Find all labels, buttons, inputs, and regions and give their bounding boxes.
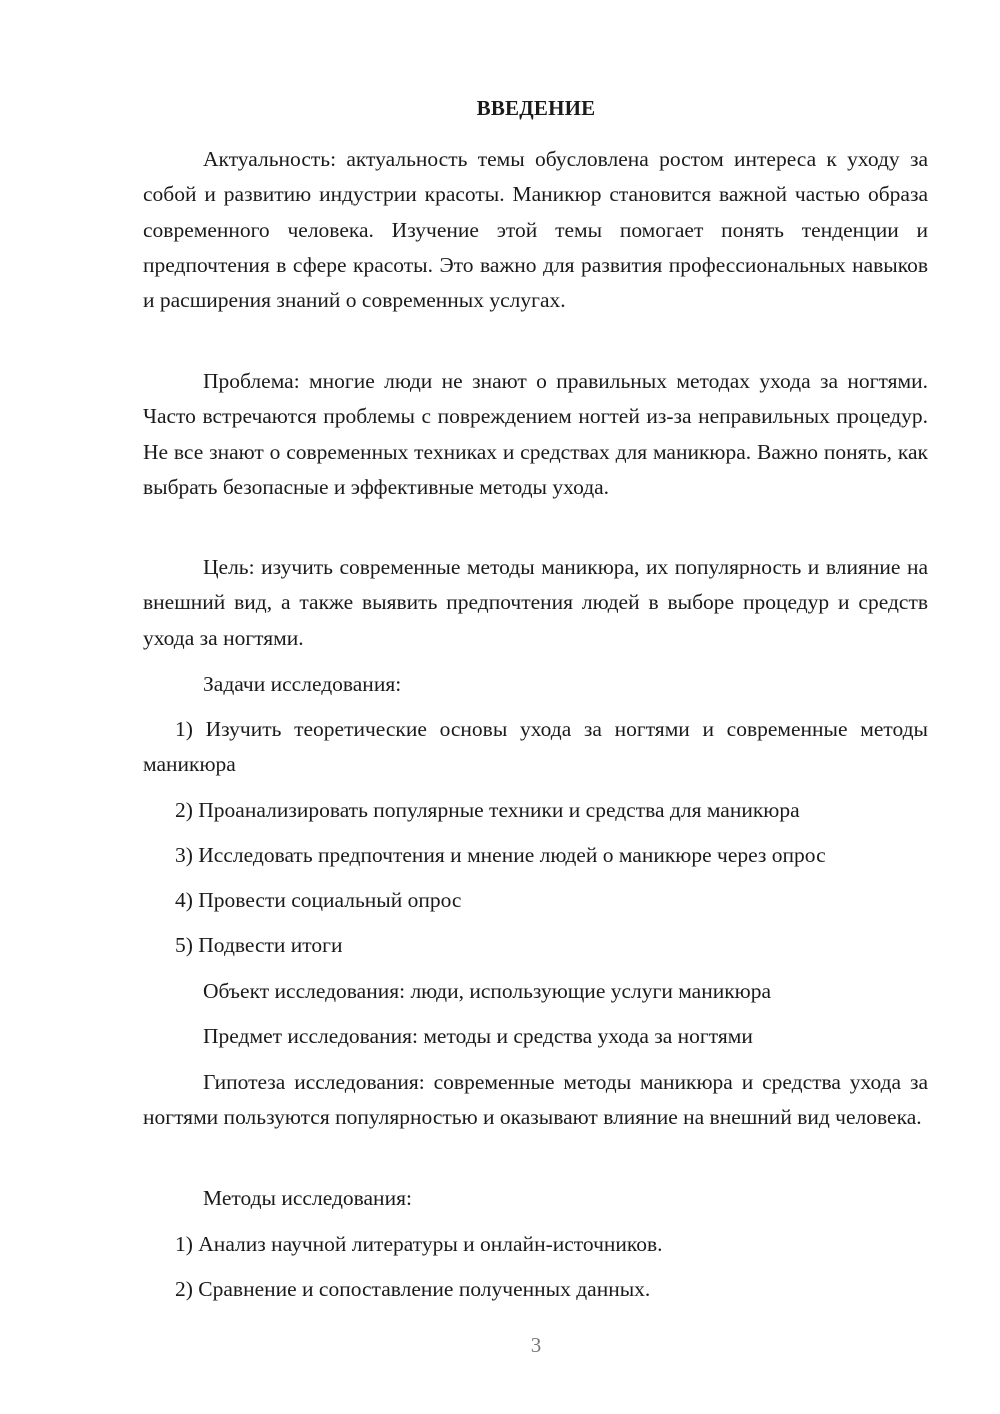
problem-paragraph: Проблема: многие люди не знают о правильных методах ухода за ногтями. Часто встречаются проблемы с повреждением ногтей из-за неправильных процедур. Не все знают о современных техниках и средствах для маникюра. Важно понять, как выбрать безопасные и эффективные методы ухода.	[143, 369, 928, 499]
method-item: 2) Сравнение и сопоставление полученных данных.	[175, 1277, 651, 1301]
research-object: Объект исследования: люди, использующие услуги маникюра	[203, 979, 772, 1003]
page-number: 3	[530, 1333, 542, 1357]
task-item: 2) Проанализировать популярные техники и средства для маникюра	[175, 798, 800, 822]
goal-paragraph: Цель: изучить современные методы маникюра, их популярность и влияние на внешний вид, а также выявить предпочтения людей в выборе процедур и средств ухода за ногтями.	[143, 555, 928, 650]
methods-heading: Методы исследования:	[203, 1186, 412, 1210]
hypothesis-paragraph: Гипотеза исследования: современные методы маникюра и средства ухода за ногтями пользуются популярностью и оказывают влияние на внешний вид человека.	[143, 1070, 928, 1130]
research-subject: Предмет исследования: методы и средства ухода за ногтями	[203, 1024, 753, 1048]
task-item: 5) Подвести итоги	[175, 933, 343, 957]
task-item: 4) Провести социальный опрос	[175, 888, 462, 912]
section-title: ВВЕДЕНИЕ	[476, 96, 596, 120]
method-item: 1) Анализ научной литературы и онлайн-источников.	[175, 1232, 663, 1256]
relevance-paragraph: Актуальность: актуальность темы обусловлена ростом интереса к уходу за собой и развитию индустрии красоты. Маникюр становится важной частью образа современного человека. Изучение этой темы помогает понять тенденции и предпочтения в сфере красоты. Это важно для развития профессиональных навыков и расширения знаний о современных услугах.	[143, 147, 928, 313]
task-item: 1) Изучить теоретические основы ухода за ногтями и современные методы маникюра	[143, 717, 928, 777]
tasks-heading: Задачи исследования:	[203, 672, 402, 696]
task-item: 3) Исследовать предпочтения и мнение людей о маникюре через опрос	[175, 843, 826, 867]
